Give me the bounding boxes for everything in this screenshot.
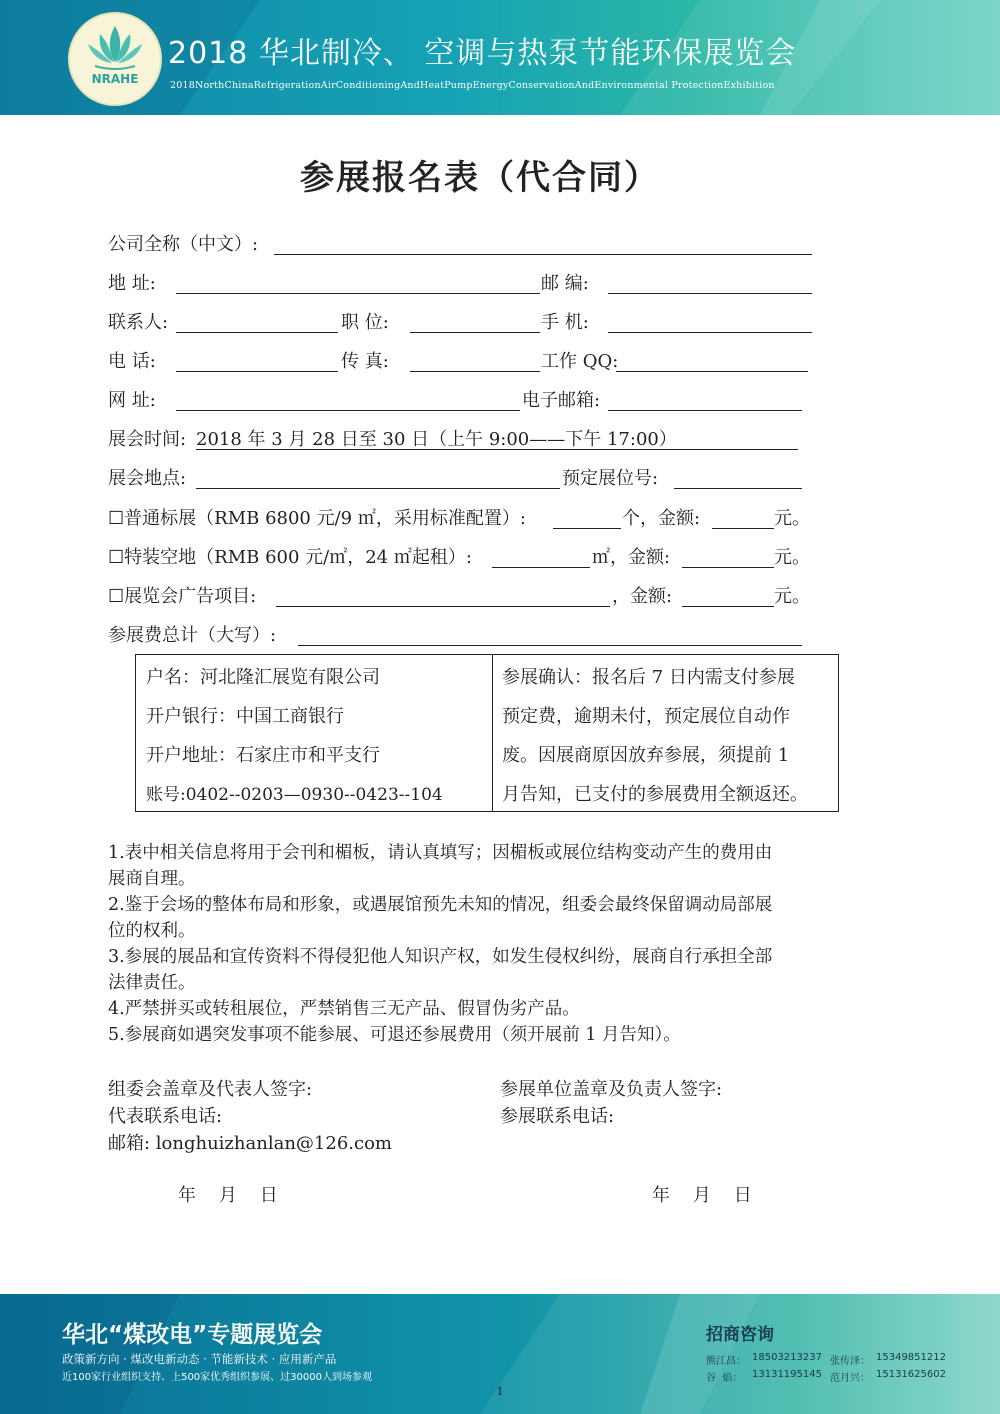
raw-space-yuan: 元。 xyxy=(774,547,810,568)
booth-no-label: 预定展位号: xyxy=(562,468,659,489)
total-field[interactable] xyxy=(298,645,802,646)
bank-name: 开户银行：中国工商银行 xyxy=(146,706,344,727)
lotus-icon xyxy=(70,14,160,74)
note-line: 4.严禁拼买或转租展位，严禁销售三无产品、假冒伪劣产品。 xyxy=(108,999,580,1019)
contact-name: 张传泽： xyxy=(830,1356,870,1367)
ad-checkbox[interactable]: ☐展览会广告项目: xyxy=(108,586,257,607)
footer-title: 华北“煤改电”专题展览会 xyxy=(62,1322,323,1348)
consult-heading: 招商咨询 xyxy=(706,1325,774,1345)
email-field[interactable] xyxy=(608,410,802,411)
contact-name: 熊江昌： xyxy=(706,1356,746,1367)
form-row-total xyxy=(108,621,818,649)
venue-field[interactable] xyxy=(196,488,560,489)
note-line: 2.鉴于会场的整体布局和形象，或遇展馆预先未知的情况，组委会最终保留调动局部展 xyxy=(108,895,773,915)
exhibitor-phone-label: 参展联系电话: xyxy=(500,1106,615,1127)
standard-booth-unit: 个，金额: xyxy=(622,508,701,529)
ad-item-field[interactable] xyxy=(276,606,610,607)
page-number: 1 xyxy=(496,1385,504,1398)
fax-label: 传 真: xyxy=(341,351,389,372)
table-divider xyxy=(492,655,493,811)
terms-notes xyxy=(108,840,878,1048)
form-row-time xyxy=(108,425,818,453)
position-field[interactable] xyxy=(410,332,540,333)
standard-booth-amount-field[interactable] xyxy=(712,528,774,529)
form-row-venue xyxy=(108,464,818,492)
account-number: 账号:0402--0203—0930--0423--104 xyxy=(146,785,443,805)
phone-field[interactable] xyxy=(176,371,338,372)
note-line: 展商自理。 xyxy=(108,869,196,889)
time-underline xyxy=(196,449,798,450)
ad-amount-field[interactable] xyxy=(682,606,774,607)
form-row-company xyxy=(108,230,818,258)
note-line: 5.参展商如遇突发事项不能参展、可退还参展费用（须开展前 1 月告知）。 xyxy=(108,1025,681,1045)
footer-stats: 近100家行业组织支持、上500家优秀组织参展、过30000人到场参观 xyxy=(62,1372,372,1383)
position-label: 职 位: xyxy=(341,312,389,333)
time-value: 2018 年 3 月 28 日至 30 日（上午 9:00——下午 17:00） xyxy=(196,429,677,450)
time-label: 展会时间: xyxy=(108,429,187,450)
fax-field[interactable] xyxy=(410,371,540,372)
contact-field[interactable] xyxy=(176,332,338,333)
website-field[interactable] xyxy=(176,410,520,411)
ad-yuan: 元。 xyxy=(774,586,810,607)
note-line: 1.表中相关信息将用于会刊和楣板，请认真填写；因楣板或展位结构变动产生的费用由 xyxy=(108,843,773,863)
total-label: 参展费总计（大写）: xyxy=(108,625,277,646)
organizer-phone-label: 代表联系电话: xyxy=(108,1106,223,1127)
website-label: 网 址: xyxy=(108,390,156,411)
form-row-address xyxy=(108,269,818,297)
raw-space-unit: ㎡，金额: xyxy=(592,547,671,568)
contact-label: 联系人: xyxy=(108,312,169,333)
address-label: 地 址: xyxy=(108,273,156,294)
confirm-line: 预定费，逾期未付，预定展位自动作 xyxy=(502,706,790,727)
organizer-email: 邮箱: longhuizhanlan@126.com xyxy=(108,1133,392,1154)
confirm-line: 废。因展商原因放弃参展，须提前 1 xyxy=(502,745,790,766)
raw-space-area-field[interactable] xyxy=(492,567,590,568)
note-line: 法律责任。 xyxy=(108,973,196,993)
booth-no-field[interactable] xyxy=(674,488,802,489)
contact-name: 谷 焰： xyxy=(706,1373,743,1384)
bank-info-table xyxy=(135,654,839,812)
contact-name: 范月兴： xyxy=(830,1373,870,1384)
logo-text: NRAHE xyxy=(91,72,139,86)
exhibitor-signature-label: 参展单位盖章及负责人签字: xyxy=(500,1079,723,1100)
form-row-raw-space xyxy=(108,543,818,571)
raw-space-checkbox[interactable]: ☐特装空地（RMB 600 元/㎡，24 ㎡起租）: xyxy=(108,547,472,568)
organizer-signature-label: 组委会盖章及代表人签字: xyxy=(108,1079,313,1100)
company-field[interactable] xyxy=(274,254,812,255)
note-line: 3.参展的展品和宣传资料不得侵犯他人知识产权，如发生侵权纠纷，展商自行承担全部 xyxy=(108,947,773,967)
form-row-standard-booth xyxy=(108,504,818,532)
ad-unit: ，金额: xyxy=(612,586,673,607)
postcode-field[interactable] xyxy=(608,293,812,294)
venue-label: 展会地点: xyxy=(108,468,187,489)
email-label: 电子邮箱: xyxy=(522,390,601,411)
company-label: 公司全称（中文）: xyxy=(108,234,259,255)
raw-space-amount-field[interactable] xyxy=(682,567,774,568)
standard-booth-count-field[interactable] xyxy=(553,528,621,529)
mobile-label: 手 机: xyxy=(541,312,589,333)
header-banner xyxy=(0,0,1000,115)
bank-branch: 开户地址：石家庄市和平支行 xyxy=(146,745,380,766)
organizer-date: 年 月 日 xyxy=(178,1185,278,1206)
exhibition-subtitle: 2018NorthChinaRefrigerationAirConditioningAndHeatPumpEnergyConservationAndEnvironmental ProtectionExhibition xyxy=(170,80,775,91)
standard-booth-checkbox[interactable]: ☐普通标展（RMB 6800 元/9 ㎡，采用标准配置）: xyxy=(108,508,526,529)
exhibition-title: 2018 华北制冷、 空调与热泵节能环保展览会 xyxy=(168,36,797,71)
document-title: 参展报名表（代合同） xyxy=(300,158,660,198)
phone-label: 电 话: xyxy=(108,351,156,372)
nrahe-logo xyxy=(68,12,162,106)
contact-phone: 15131625602 xyxy=(876,1369,946,1380)
form-row-ad xyxy=(108,582,818,610)
form-row-phone xyxy=(108,347,818,375)
form-row-contact xyxy=(108,308,818,336)
mobile-field[interactable] xyxy=(608,332,812,333)
contact-phone: 15349851212 xyxy=(876,1352,946,1363)
footer-tagline: 政策新方向 · 煤改电新动态 · 节能新技术 · 应用新产品 xyxy=(62,1352,337,1366)
contact-phone: 13131195145 xyxy=(752,1369,822,1380)
account-name: 户名：河北隆汇展览有限公司 xyxy=(146,667,380,688)
confirm-line: 月告知，已支付的参展费用全额返还。 xyxy=(502,784,808,805)
contact-phone: 18503213237 xyxy=(752,1352,822,1363)
exhibitor-date: 年 月 日 xyxy=(652,1185,752,1206)
confirm-line: 参展确认：报名后 7 日内需支付参展 xyxy=(502,667,795,688)
note-line: 位的权利。 xyxy=(108,921,196,941)
qq-field[interactable] xyxy=(616,371,808,372)
form-row-website xyxy=(108,386,818,414)
standard-booth-yuan: 元。 xyxy=(774,508,810,529)
qq-label: 工作 QQ: xyxy=(541,351,619,372)
address-field[interactable] xyxy=(176,293,540,294)
postcode-label: 邮 编: xyxy=(541,273,589,294)
